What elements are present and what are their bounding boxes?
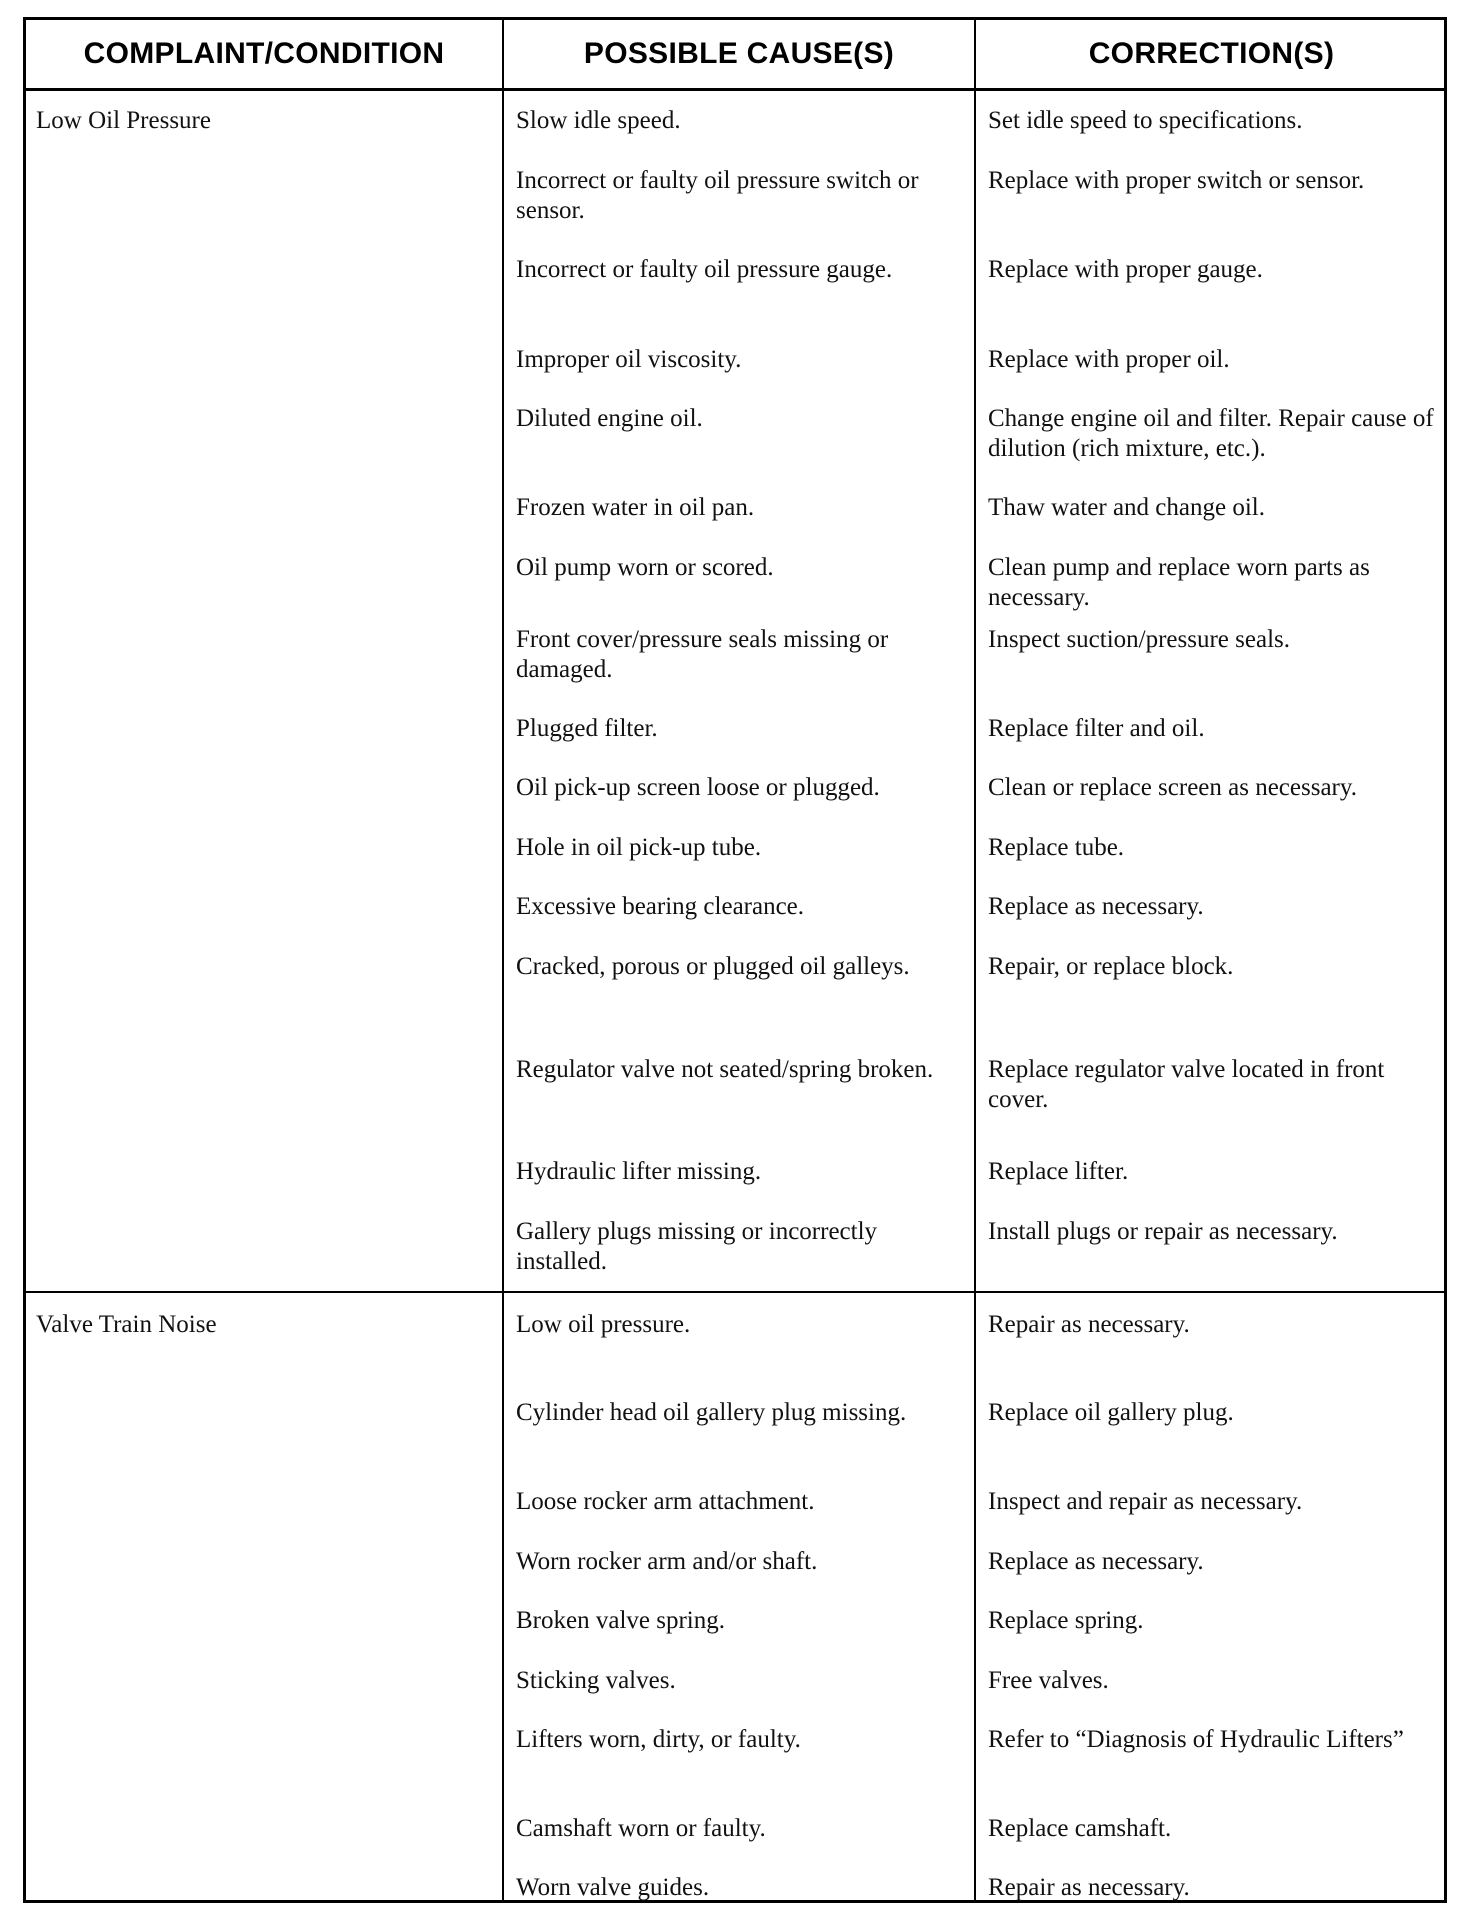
cause-cell: Incorrect or faulty oil pressure gauge. [516,256,893,283]
correction-cell: Replace as necessary. [988,893,1204,920]
correction-cell: Replace filter and oil. [988,715,1205,742]
cause-cell: Hydraulic lifter missing. [516,1158,762,1185]
cause-cell: Regulator valve not seated/spring broken. [516,1056,934,1083]
correction-cell: Set idle speed to specifications. [988,107,1303,134]
correction-cell: Replace lifter. [988,1158,1129,1185]
header-complaint-condition: COMPLAINT/CONDITION [83,37,445,70]
correction-cell: Inspect suction/pressure seals. [988,626,1291,653]
correction-cell: Replace as necessary. [988,1548,1204,1575]
correction-cell: Replace oil gallery plug. [988,1399,1234,1426]
group-divider [26,1291,1444,1293]
cause-cell: Frozen water in oil pan. [516,494,755,521]
cause-cell: Plugged filter. [516,715,658,742]
cause-cell: Front cover/pressure seals missing or damaged. [516,626,889,683]
diagnosis-table [23,17,1447,1903]
correction-cell: Thaw water and change oil. [988,494,1265,521]
correction-cell: Free valves. [988,1667,1109,1694]
cause-cell: Incorrect or faulty oil pressure switch or sensor. [516,167,919,224]
correction-cell: Replace camshaft. [988,1815,1172,1842]
correction-cell: Replace with proper oil. [988,346,1230,373]
correction-cell: Clean or replace screen as necessary. [988,774,1358,801]
cause-cell: Camshaft worn or faulty. [516,1815,766,1842]
cause-cell: Oil pick-up screen loose or plugged. [516,774,880,801]
cause-cell: Improper oil viscosity. [516,346,742,373]
cause-cell: Diluted engine oil. [516,405,703,432]
correction-cell: Refer to “Diagnosis of Hydraulic Lifters” [988,1726,1404,1753]
correction-cell: Replace with proper switch or sensor. [988,167,1365,194]
cause-cell: Excessive bearing clearance. [516,893,805,920]
correction-cell: Replace regulator valve located in front cover. [988,1056,1385,1113]
correction-cell: Clean pump and replace worn parts as necessary. [988,554,1370,611]
header-divider [26,88,1444,91]
cause-cell: Loose rocker arm attachment. [516,1488,815,1515]
correction-cell: Change engine oil and filter. Repair cause of dilution (rich mixture, etc.). [988,405,1434,462]
cause-cell: Slow idle speed. [516,107,681,134]
condition-low-oil-pressure: Low Oil Pressure [36,107,211,134]
cause-cell: Cylinder head oil gallery plug missing. [516,1399,907,1426]
cause-cell: Gallery plugs missing or incorrectly installed. [516,1218,878,1275]
cause-cell: Hole in oil pick-up tube. [516,834,762,861]
correction-cell: Repair as necessary. [988,1874,1190,1901]
correction-cell: Repair, or replace block. [988,953,1234,980]
cause-cell: Sticking valves. [516,1667,676,1694]
cause-cell: Worn rocker arm and/or shaft. [516,1548,818,1575]
correction-cell: Inspect and repair as necessary. [988,1488,1303,1515]
column-divider [502,20,504,1900]
header-possible-causes: POSSIBLE CAUSE(S) [583,37,895,70]
cause-cell: Oil pump worn or scored. [516,554,774,581]
header-corrections: CORRECTION(S) [1088,37,1335,70]
condition-valve-train-noise: Valve Train Noise [36,1311,217,1338]
correction-cell: Replace tube. [988,834,1125,861]
correction-cell: Replace spring. [988,1607,1144,1634]
correction-cell: Install plugs or repair as necessary. [988,1218,1338,1245]
cause-cell: Low oil pressure. [516,1311,691,1338]
correction-cell: Repair as necessary. [988,1311,1190,1338]
cause-cell: Worn valve guides. [516,1874,710,1901]
column-divider [974,20,976,1900]
correction-cell: Replace with proper gauge. [988,256,1263,283]
cause-cell: Cracked, porous or plugged oil galleys. [516,953,910,980]
cause-cell: Lifters worn, dirty, or faulty. [516,1726,801,1753]
cause-cell: Broken valve spring. [516,1607,725,1634]
